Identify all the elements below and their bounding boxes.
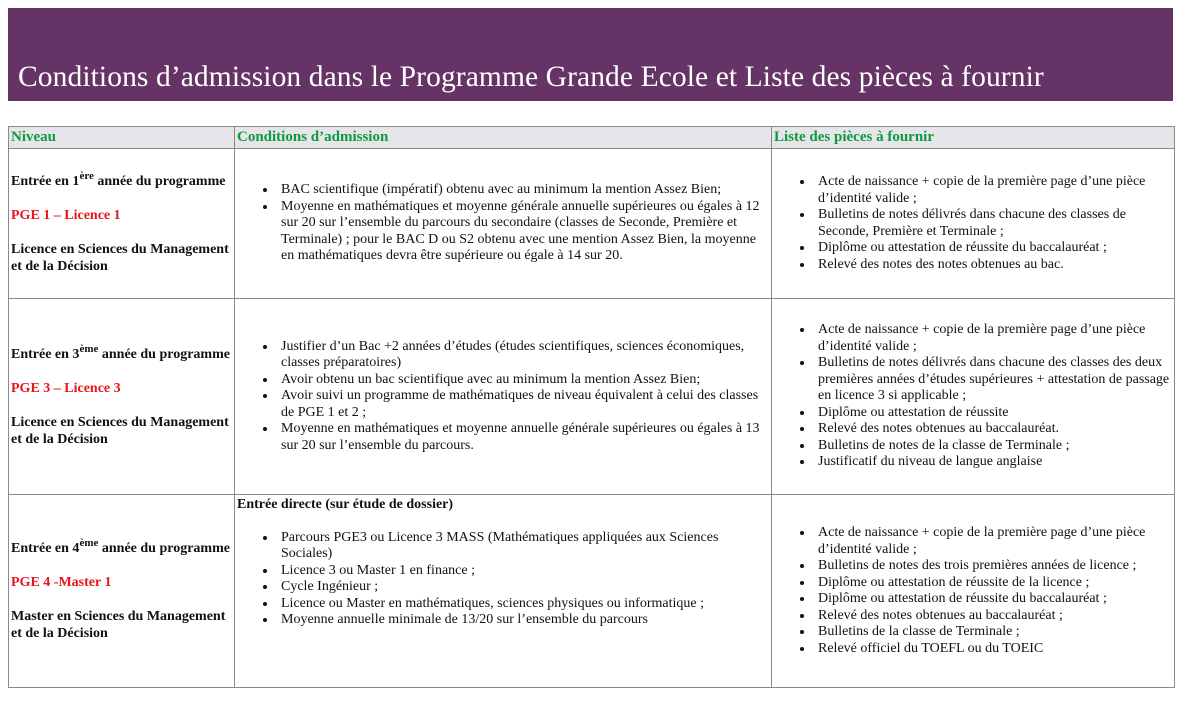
entry-year: Entrée en 4ème année du programme [11, 537, 230, 556]
admission-table [8, 126, 1175, 688]
list-item: • Diplôme ou attestation de réussite [814, 405, 1172, 422]
header-pieces: Liste des pièces à fournir [772, 127, 1175, 149]
program-code: PGE 4 -Master 1 [11, 575, 112, 590]
list-item: • Cycle Ingénieur ; [277, 579, 769, 596]
pieces-list [774, 525, 1172, 657]
niveau-cell [9, 495, 235, 688]
list-item: • Justificatif du niveau de langue anglaise [814, 454, 1172, 471]
pieces-cell [772, 495, 1175, 688]
conditions-list [237, 530, 769, 629]
list-item: • Bulletins de la classe de Terminale ; [814, 624, 1172, 641]
table-row [9, 149, 1175, 299]
list-item: • Diplôme ou attestation de réussite du baccalauréat ; [814, 240, 1172, 257]
list-item: • BAC scientifique (impératif) obtenu avec au minimum la mention Assez Bien; [277, 182, 769, 199]
list-item: • Justifier d’un Bac +2 années d’études (études scientifiques, sciences économiques, classes préparatoires) [277, 339, 769, 372]
table-header-row [9, 127, 1175, 149]
list-item: • Acte de naissance + copie de la première page d’une pièce d’identité valide ; [814, 174, 1172, 207]
list-item: • Parcours PGE3 ou Licence 3 MASS (Mathématiques appliquées aux Sciences Sociales) [277, 530, 769, 563]
table-row [9, 495, 1175, 688]
list-item: • Licence 3 ou Master 1 en finance ; [277, 563, 769, 580]
title-banner [8, 8, 1173, 101]
degree-name: Licence en Sciences du Management et de la Décision [11, 414, 229, 447]
list-item: • Diplôme ou attestation de réussite de la licence ; [814, 575, 1172, 592]
list-item: • Relevé des notes obtenues au baccalauréat. [814, 421, 1172, 438]
conditions-cell [235, 299, 772, 495]
conditions-cell [235, 149, 772, 299]
entry-year: Entrée en 3ème année du programme [11, 342, 230, 362]
pieces-list [774, 174, 1172, 273]
list-item: • Acte de naissance + copie de la première page d’une pièce d’identité valide ; [814, 322, 1172, 355]
niveau-cell [9, 149, 235, 299]
header-niveau: Niveau [9, 127, 235, 149]
degree-name: Licence en Sciences du Management et de la Décision [11, 241, 229, 274]
conditions-title: Entrée directe (sur étude de dossier) [237, 497, 454, 512]
list-item: • Avoir suivi un programme de mathématiques de niveau équivalent à celui des classes de PGE 1 et 2 ; [277, 388, 769, 421]
list-item: • Bulletins de notes des trois premières années de licence ; [814, 558, 1172, 575]
list-item: • Moyenne annuelle minimale de 13/20 sur l’ensemble du parcours [277, 612, 769, 629]
list-item: • Acte de naissance + copie de la première page d’une pièce d’identité valide ; [814, 525, 1172, 558]
list-item: • Moyenne en mathématiques et moyenne générale annuelle supérieures ou égales à 12 sur 20 sur l’ensemble du parcours du secondaire (classes de Seconde, Première et Terminale) ; pour le BAC D ou S2 obtenu avec une mention Assez Bien, la moyenne en mathématiques devra être supérieure ou égale à 14 sur 20. [277, 199, 769, 265]
list-item: • Avoir obtenu un bac scientifique avec au minimum la mention Assez Bien; [277, 372, 769, 389]
page-title: Conditions d’admission dans le Programme Grande Ecole et Liste des pièces à fournir [18, 61, 1044, 93]
list-item: • Diplôme ou attestation de réussite du baccalauréat ; [814, 591, 1172, 608]
list-item: • Licence ou Master en mathématiques, sciences physiques ou informatique ; [277, 596, 769, 613]
entry-year: Entrée en 1ère année du programme [11, 169, 226, 189]
conditions-cell [235, 495, 772, 688]
pieces-list [774, 322, 1172, 471]
pieces-cell [772, 149, 1175, 299]
table-row [9, 299, 1175, 495]
conditions-list [237, 339, 769, 455]
pieces-cell [772, 299, 1175, 495]
niveau-cell [9, 299, 235, 495]
conditions-list [237, 182, 769, 265]
list-item: • Moyenne en mathématiques et moyenne annuelle générale supérieures ou égales à 13 sur 20 sur l’ensemble du parcours. [277, 421, 769, 454]
program-code: PGE 1 – Licence 1 [11, 207, 121, 223]
list-item: • Relevé officiel du TOEFL ou du TOEIC [814, 641, 1172, 658]
list-item: • Bulletins de notes de la classe de Terminale ; [814, 438, 1172, 455]
degree-name: Master en Sciences du Management et de la Décision [11, 609, 226, 641]
list-item: • Bulletins de notes délivrés dans chacune des classes des deux premières années d’études supérieures + attestation de passage en licence 3 si applicable ; [814, 355, 1172, 405]
list-item: • Bulletins de notes délivrés dans chacune des classes de Seconde, Première et Terminale ; [814, 207, 1172, 240]
list-item: • Relevé des notes des notes obtenues au bac. [814, 257, 1172, 274]
list-item: • Relevé des notes obtenues au baccalauréat ; [814, 608, 1172, 625]
program-code: PGE 3 – Licence 3 [11, 380, 121, 396]
header-conditions: Conditions d’admission [235, 127, 772, 149]
